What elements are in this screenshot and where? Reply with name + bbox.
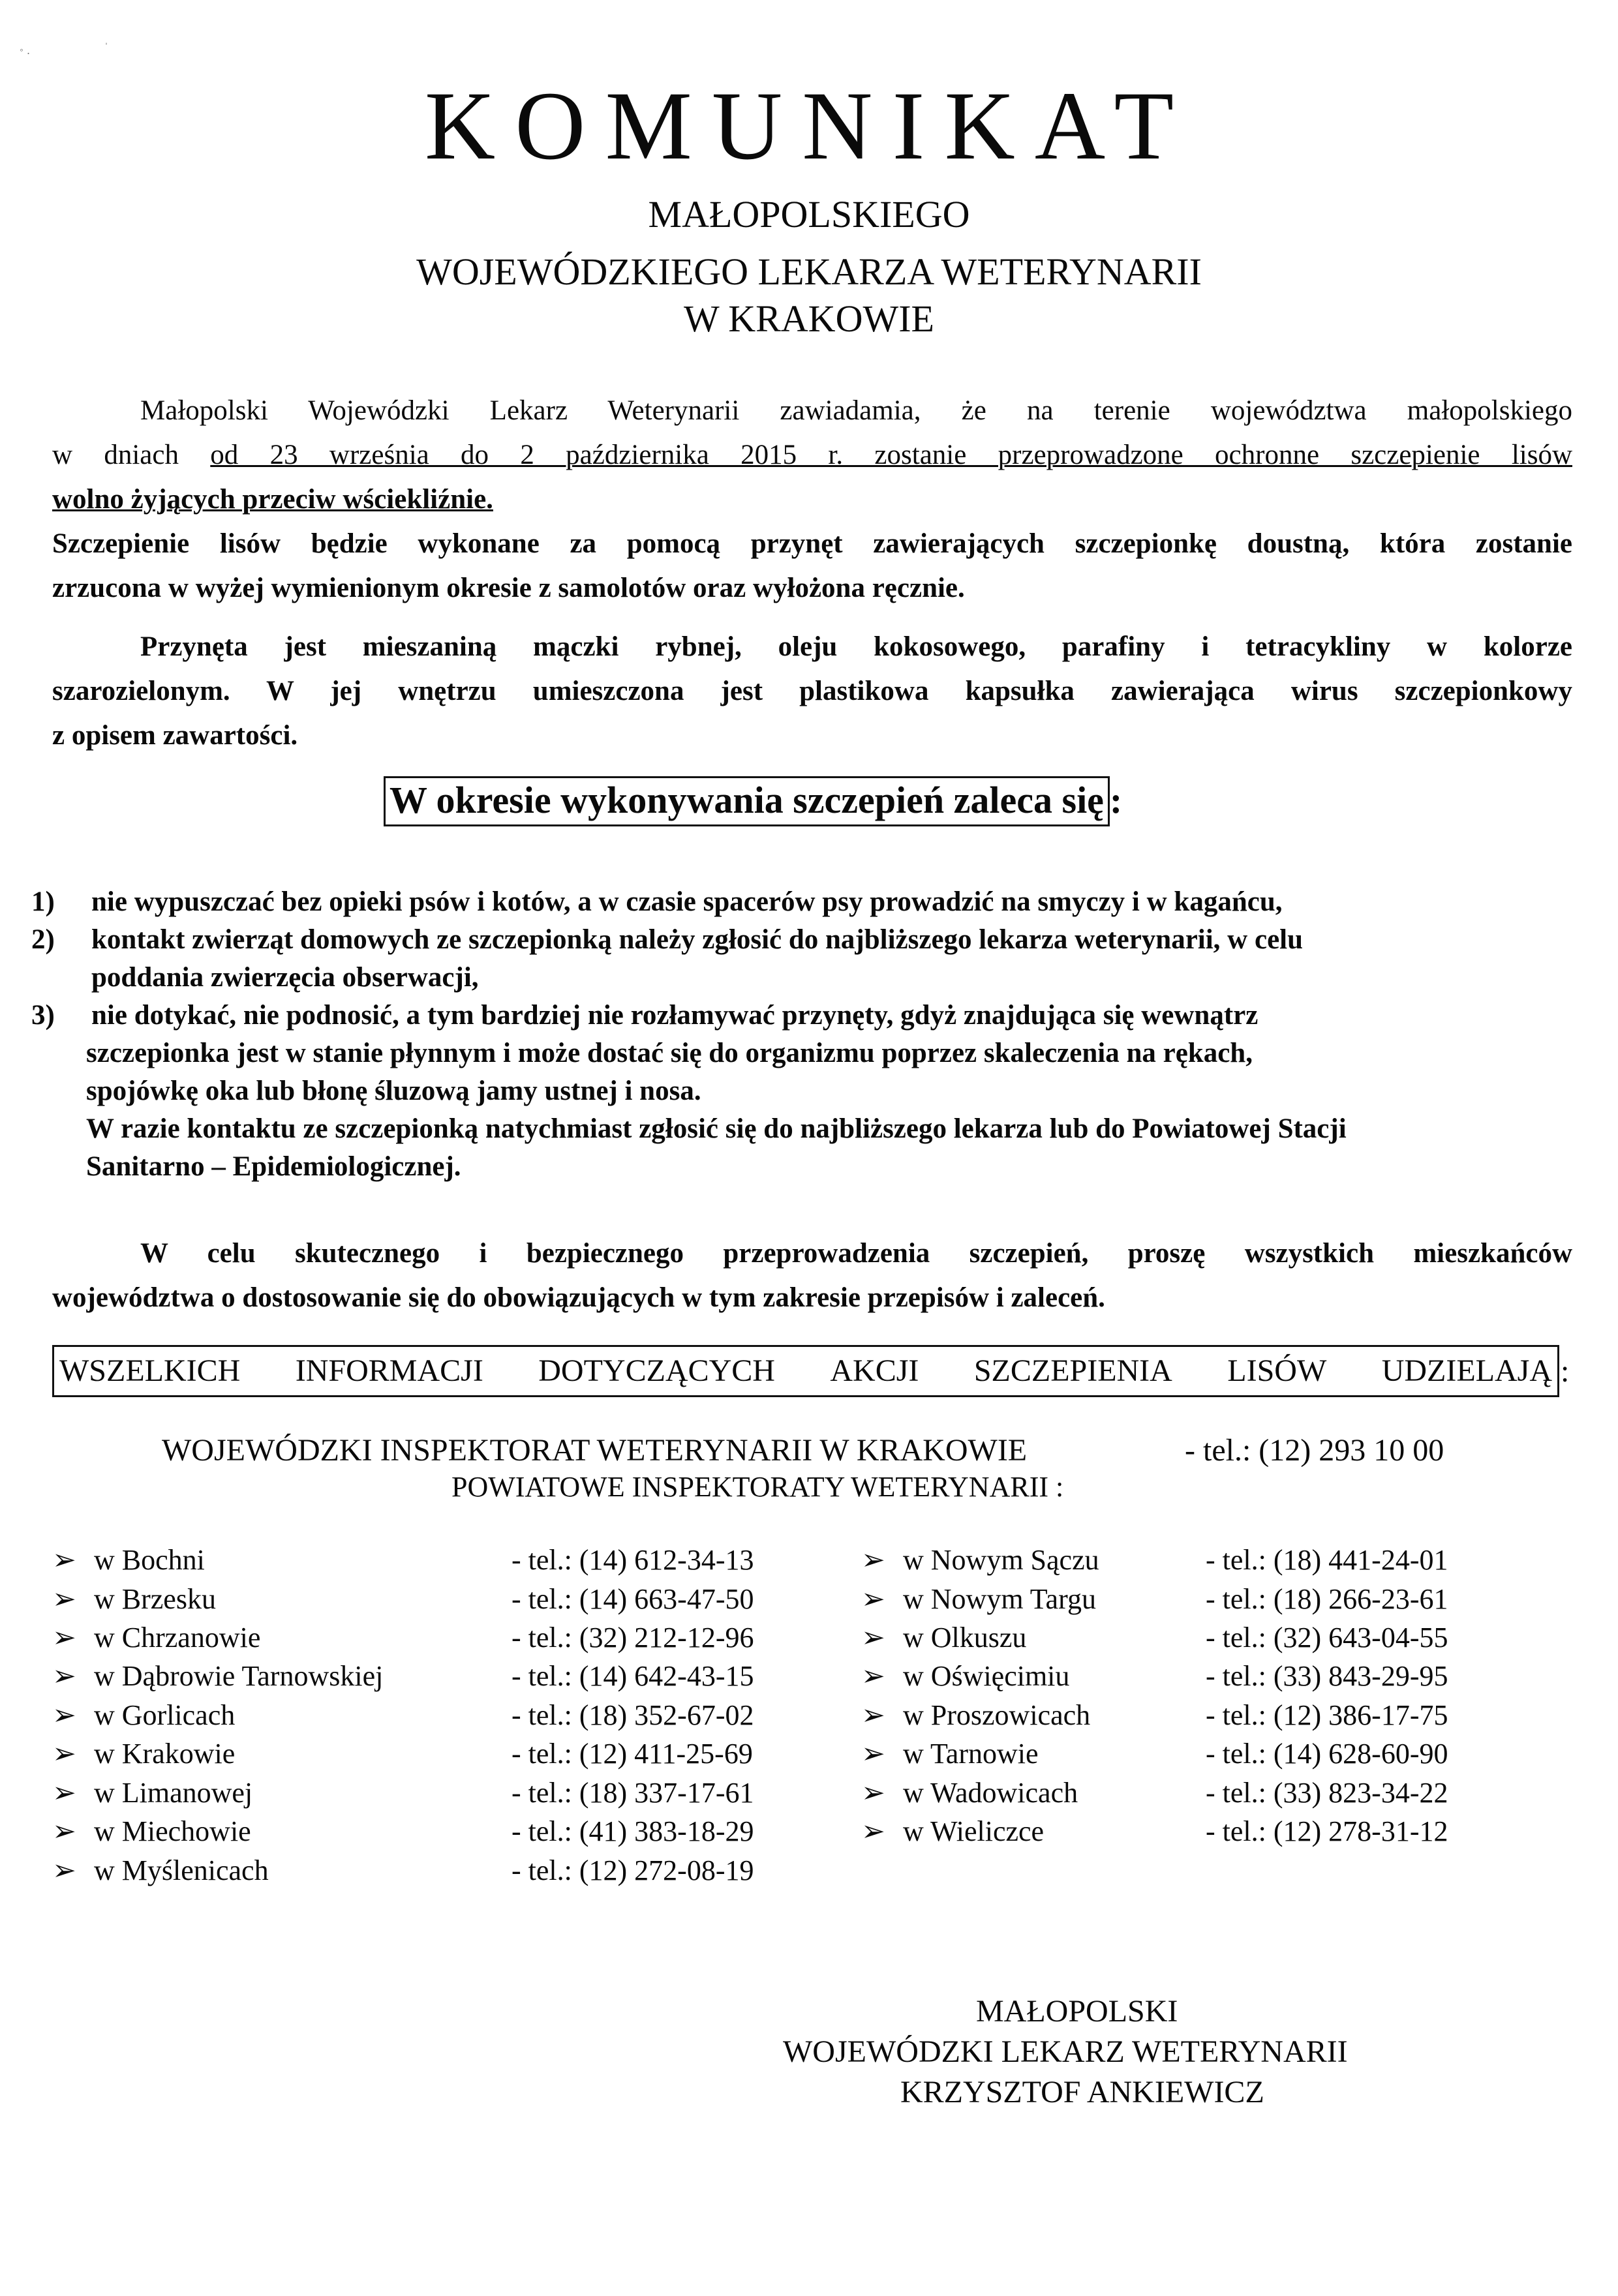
arrow-bullet-icon: ➢ — [861, 1622, 885, 1654]
main-office-name: WOJEWÓDZKI INSPEKTORAT WETERYNARII W KRAKOWIE — [162, 1433, 1028, 1468]
signature-line-2: WOJEWÓDZKI LEKARZ WETERYNARII — [783, 2034, 1348, 2069]
contact-place: w Tarnowie — [903, 1738, 1039, 1770]
arrow-bullet-icon: ➢ — [52, 1815, 76, 1847]
contact-phone: - tel.: (12) 386-17-75 — [1206, 1699, 1448, 1731]
list-number: 3) — [31, 1000, 55, 1031]
contact-place: w Dąbrowie Tarnowskiej — [94, 1660, 384, 1692]
contacts-left-column — [52, 1541, 848, 1906]
bait-line-3: z opisem zawartości. — [52, 720, 298, 751]
closing-line-1: W celu skutecznego i bezpiecznego przeprowadzenia szczepień, proszę wszystkich mieszkańców — [140, 1238, 1572, 1269]
info-box-colon: : — [1561, 1354, 1570, 1389]
arrow-bullet-icon: ➢ — [861, 1583, 885, 1615]
contact-phone: - tel.: (12) 411-25-69 — [511, 1738, 753, 1770]
intro-line-3-underlined: wolno żyjących przeciw wściekliźnie. — [52, 484, 493, 515]
subtitle-line-2: WOJEWÓDZKIEGO LEKARZA WETERYNARII — [416, 250, 1202, 293]
list-item-line: kontakt zwierząt domowych ze szczepionką należy zgłosić do najbliższego lekarza weterynarii, w celu — [91, 924, 1304, 955]
list-item-line: W razie kontaktu ze szczepionką natychmiast zgłosić się do najbliższego lekarza lub do Powiatowej Stacji — [86, 1113, 1347, 1144]
contact-place: w Oświęcimiu — [903, 1660, 1070, 1692]
list-item — [31, 883, 1584, 921]
contacts-right-column — [861, 1541, 1585, 1867]
contact-phone: - tel.: (41) 383-18-29 — [511, 1815, 754, 1847]
contact-place: w Wieliczce — [903, 1815, 1045, 1847]
bait-line-2: szarozielonym. W jej wnętrzu umieszczona jest plastikowa kapsułka zawierająca wirus szczepionkowy — [52, 676, 1572, 706]
subtitle-line-3: W KRAKOWIE — [684, 297, 934, 340]
arrow-bullet-icon: ➢ — [861, 1699, 885, 1731]
contact-place: w Wadowicach — [903, 1777, 1078, 1809]
recommendation-list — [31, 883, 1584, 1186]
contact-place: w Nowym Targu — [903, 1583, 1096, 1615]
contact-phone: - tel.: (33) 843-29-95 — [1206, 1660, 1448, 1692]
intro-line-1: Małopolski Wojewódzki Lekarz Weterynarii zawiadamia, że na terenie województwa małopolskiego — [140, 395, 1572, 426]
contact-place: w Gorlicach — [94, 1699, 236, 1731]
contact-place: w Brzesku — [94, 1583, 216, 1615]
bait-paragraph — [52, 625, 1572, 758]
info-box — [52, 1345, 1559, 1397]
info-word: WSZELKICH — [59, 1353, 241, 1388]
info-word: DOTYCZĄCYCH — [538, 1353, 775, 1388]
scan-speck: ˈ — [104, 40, 108, 53]
list-item-line: nie dotykać, nie podnosić, a tym bardziej nie rozłamywać przynęty, gdyż znajdująca się wewnątrz — [91, 1000, 1259, 1031]
scan-speck: ˚ · — [20, 47, 31, 60]
recommendation-heading-box: W okresie wykonywania szczepień zaleca się — [384, 776, 1110, 826]
intro-line-2-underlined: od 23 września do 2 października 2015 r. zostanie przeprowadzone ochronne szczepienie lisów — [210, 440, 1572, 470]
list-item-line: poddania zwierzęcia obserwacji, — [91, 962, 479, 993]
contact-phone: - tel.: (12) 278-31-12 — [1206, 1815, 1448, 1847]
info-word: INFORMACJI — [295, 1353, 483, 1388]
info-word: AKCJI — [830, 1353, 919, 1388]
contact-place: w Myślenicach — [94, 1854, 269, 1886]
list-item-line: nie wypuszczać bez opieki psów i kotów, a w czasie spacerów psy prowadzić na smyczy i w kagańcu, — [91, 886, 1283, 917]
arrow-bullet-icon: ➢ — [52, 1854, 76, 1886]
list-item-line: Sanitarno – Epidemiologicznej. — [86, 1151, 461, 1182]
document-title: KOMUNIKAT — [424, 72, 1194, 180]
contact-phone: - tel.: (14) 663-47-50 — [511, 1583, 754, 1615]
list-number: 1) — [31, 886, 55, 917]
arrow-bullet-icon: ➢ — [52, 1583, 76, 1615]
contact-phone: - tel.: (32) 643-04-55 — [1206, 1622, 1448, 1654]
arrow-bullet-icon: ➢ — [861, 1738, 885, 1770]
arrow-bullet-icon: ➢ — [52, 1777, 76, 1809]
main-office-phone: - tel.: (12) 293 10 00 — [1185, 1433, 1444, 1468]
info-word: SZCZEPIENIA — [973, 1353, 1172, 1388]
contact-phone: - tel.: (18) 266-23-61 — [1206, 1583, 1448, 1615]
contact-place: w Chrzanowie — [94, 1622, 261, 1654]
district-heading: POWIATOWE INSPEKTORATY WETERYNARII : — [451, 1471, 1064, 1503]
signature-line-3: KRZYSZTOF ANKIEWICZ — [900, 2075, 1264, 2109]
contact-phone: - tel.: (14) 628-60-90 — [1206, 1738, 1448, 1770]
info-word: LISÓW — [1227, 1353, 1327, 1388]
contact-place: w Miechowie — [94, 1815, 251, 1847]
list-item-line: szczepionka jest w stanie płynnym i może dostać się do organizmu poprzez skaleczenia na rękach, — [86, 1038, 1253, 1068]
arrow-bullet-icon: ➢ — [861, 1544, 885, 1576]
arrow-bullet-icon: ➢ — [861, 1815, 885, 1847]
contact-phone: - tel.: (18) 441-24-01 — [1206, 1544, 1448, 1576]
contact-phone: - tel.: (32) 212-12-96 — [511, 1622, 754, 1654]
arrow-bullet-icon: ➢ — [52, 1544, 76, 1576]
recommendation-heading — [384, 776, 1122, 826]
arrow-bullet-icon: ➢ — [861, 1777, 885, 1809]
contact-place: w Krakowie — [94, 1738, 236, 1770]
arrow-bullet-icon: ➢ — [52, 1699, 76, 1731]
contact-phone: - tel.: (14) 642-43-15 — [511, 1660, 754, 1692]
arrow-bullet-icon: ➢ — [52, 1622, 76, 1654]
subtitle-line-1: MAŁOPOLSKIEGO — [648, 193, 970, 235]
contact-place: w Nowym Sączu — [903, 1544, 1099, 1576]
arrow-bullet-icon: ➢ — [52, 1738, 76, 1770]
bait-line-1: Przynęta jest mieszaniną mączki rybnej, oleju kokosowego, parafiny i tetracykliny w kolorze — [140, 631, 1572, 662]
intro-line-5: zrzucona w wyżej wymienionym okresie z samolotów oraz wyłożona ręcznie. — [52, 573, 965, 603]
closing-paragraph — [52, 1231, 1572, 1320]
arrow-bullet-icon: ➢ — [52, 1660, 76, 1692]
contact-place: w Proszowicach — [903, 1699, 1091, 1731]
intro-line-4: Szczepienie lisów będzie wykonane za pomocą przynęt zawierających szczepionkę doustną, która zostanie — [52, 528, 1572, 559]
list-item — [31, 997, 1584, 1186]
intro-paragraph — [52, 389, 1572, 611]
recommendation-heading-colon: : — [1109, 779, 1123, 821]
arrow-bullet-icon: ➢ — [861, 1660, 885, 1692]
contact-phone: - tel.: (33) 823-34-22 — [1206, 1777, 1448, 1809]
contact-phone: - tel.: (18) 352-67-02 — [511, 1699, 754, 1731]
contact-place: w Olkuszu — [903, 1622, 1027, 1654]
contact-place: w Bochni — [94, 1544, 205, 1576]
list-item-line: spojówkę oka lub błonę śluzową jamy ustnej i nosa. — [86, 1076, 701, 1106]
list-item — [31, 921, 1584, 997]
contact-phone: - tel.: (14) 612-34-13 — [511, 1544, 754, 1576]
closing-line-2: województwa o dostosowanie się do obowiązujących w tym zakresie przepisów i zaleceń. — [52, 1282, 1105, 1313]
info-word: UDZIELAJĄ — [1381, 1353, 1552, 1388]
contact-phone: - tel.: (12) 272-08-19 — [511, 1854, 754, 1886]
list-number: 2) — [31, 924, 55, 955]
intro-line-2-prefix: w dniach — [52, 440, 211, 470]
contact-phone: - tel.: (18) 337-17-61 — [511, 1777, 754, 1809]
contact-place: w Limanowej — [94, 1777, 253, 1809]
signature-line-1: MAŁOPOLSKI — [976, 1994, 1178, 2029]
